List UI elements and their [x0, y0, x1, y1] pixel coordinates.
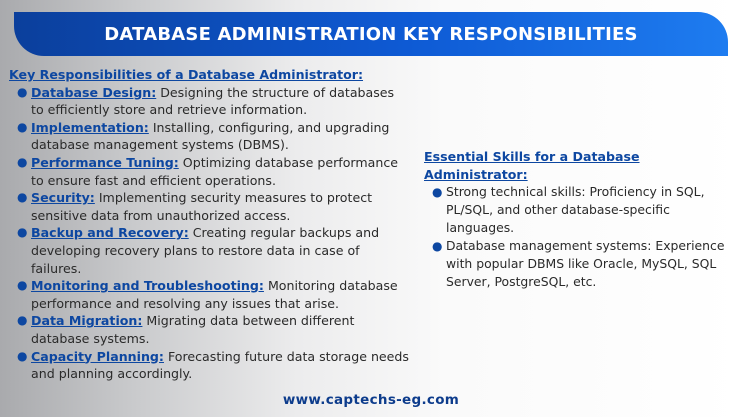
item-text: Designing the structure of databases to efficiently store and retrieve information.	[31, 84, 395, 118]
item-term: Performance Tuning:	[31, 154, 179, 170]
title-banner	[14, 12, 728, 56]
item-term: Data Migration:	[31, 313, 143, 329]
bullet-icon: ●	[17, 278, 28, 293]
list-item	[424, 237, 740, 291]
item-text: Implementing security measures to protect sensitive data from unauthorized access.	[31, 190, 373, 223]
item-text: Installing, configuring, and upgrading database management systems (DBMS).	[31, 119, 390, 153]
bullet-icon: ●	[17, 119, 28, 134]
item-term: Implementation:	[31, 119, 149, 135]
list-item	[9, 277, 409, 312]
item-text: Migrating data between different database systems.	[31, 313, 355, 346]
item-text: Database management systems: Experience with popular DBMS like Oracle, MySQL, SQL Server, PostgreSQL, etc.	[446, 238, 725, 290]
bullet-icon: ●	[17, 313, 28, 328]
list-item	[9, 312, 409, 347]
bullet-icon: ●	[432, 185, 443, 200]
list-item	[9, 154, 409, 189]
item-term: Security:	[31, 190, 95, 206]
list-item	[9, 348, 409, 383]
list-item	[9, 189, 409, 224]
item-text: Optimizing database performance to ensure fast and efficient operations.	[31, 154, 399, 188]
website-url[interactable]: www.captechs-eg.com	[282, 392, 460, 408]
bullet-icon: ●	[17, 84, 28, 99]
bullet-icon: ●	[17, 190, 28, 205]
bullet-icon: ●	[17, 154, 28, 169]
item-text: Monitoring database performance and resolving any issues that arise.	[31, 278, 398, 311]
responsibilities-section	[9, 66, 409, 383]
item-text: Forecasting future data storage needs and planning accordingly.	[31, 348, 409, 382]
bullet-icon: ●	[17, 348, 28, 363]
item-term: Monitoring and Troubleshooting:	[31, 278, 264, 294]
item-text: Creating regular backups and developing recovery plans to restore data in case of failures.	[31, 225, 380, 276]
item-term: Backup and Recovery:	[31, 225, 189, 241]
list-item	[9, 119, 409, 154]
skills-section	[424, 148, 740, 291]
skills-heading: Essential Skills for a Database Administrator:	[424, 149, 640, 182]
list-item	[9, 84, 409, 119]
banner-title: DATABASE ADMINISTRATION KEY RESPONSIBILITIES	[104, 23, 638, 45]
responsibilities-list	[9, 84, 409, 383]
responsibilities-heading: Key Responsibilities of a Database Administrator:	[9, 67, 364, 82]
list-item	[9, 224, 409, 277]
list-item	[424, 183, 740, 237]
bullet-icon: ●	[432, 239, 443, 254]
skills-list	[424, 183, 740, 291]
bullet-icon: ●	[17, 225, 28, 240]
item-text: Strong technical skills: Proficiency in SQL, PL/SQL, and other database-specific languages.	[446, 184, 705, 236]
item-term: Capacity Planning:	[31, 348, 164, 364]
item-term: Database Design:	[31, 84, 157, 100]
